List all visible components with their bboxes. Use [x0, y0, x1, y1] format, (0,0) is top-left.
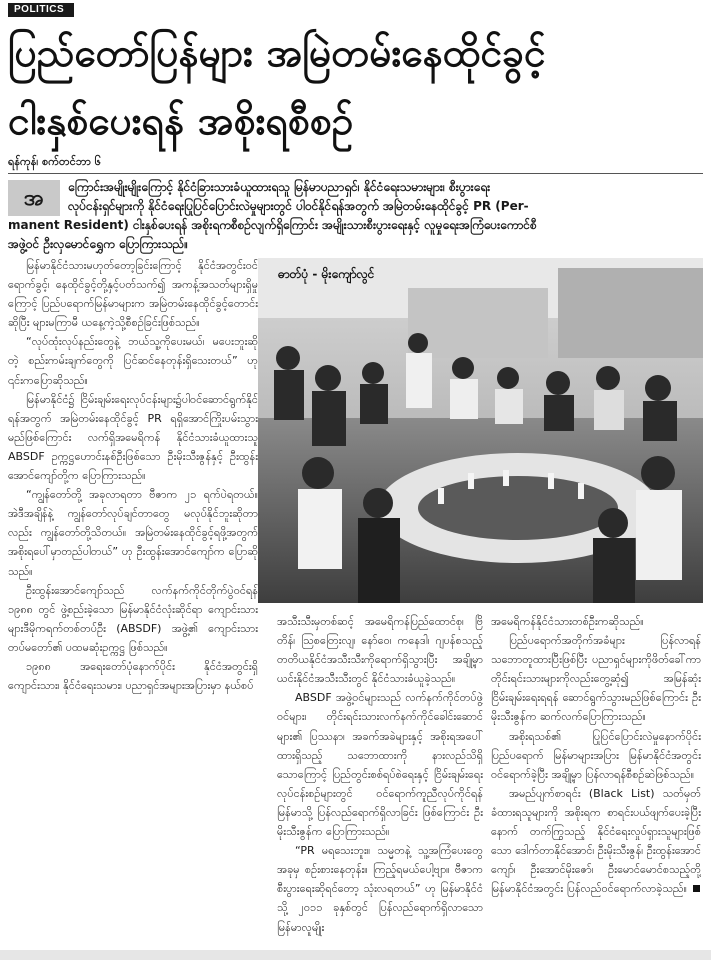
lead-line-4: အဖွဲ့ဝင် ဦးလှမောင်ရွှေက ပြောကြားသည်။ [8, 237, 189, 251]
col2-paragraph-2: ABSDF အဖွဲ့ဝင်များသည် လက်နက်ကိုင်တပ်ဖွဲ့ဝင်များ၊ တိုင်းရင်းသားလက်နက်ကိုင်ခေါင်းဆောင်များ၏ ပြဿနာ၊ အခက်အခဲများနှင့် အစိုးရအပေါ်ထားရှိသည့် သဘောထားကို နားလည်သိရှိသောကြောင့် ပြည်တွင်းစစ်ရပ်စဲရေးနှင့် ငြိမ်းချမ်းရေးလုပ်ငန်းစဉ်များတွင် ဝင်ရောက်ကူညီလုပ်ကိုင်ရန် မြန်မာသို့ ပြန်လည်ရောက်ရှိလာခြင်း ဖြစ်ကြောင်း ဦးမိုးသီးဇွန်က ပြောကြားသည်။ [277, 691, 483, 839]
lead-line-3: manent Resident) ငါးနှစ်ပေးရန် အစိုးရကစီစဉ်လျက်ရှိကြောင်း အမျိုးသားစီးပွားရေးနှင့် လူမှုရေးအကြံပေးကောင်စီ [8, 218, 537, 232]
col1-paragraph-4: “ကျွန်တော်တို့ အခုလာရတာ ဗီဇာက ၂၁ ရက်ပဲရတယ်။ အဲဒီအချိန်နဲ့ ကျွန်တော်လုပ်ချင်တာတွေ မလုပ်နိုင်ဘူးဆိုတာလည်း ကျွန်တော်တို့သိတယ်။ အမြဲတမ်းနေထိုင်ခွင့်ရဖို့အတွက် အစိုးရပေါ်မှာတည်ပါတယ်” ဟု ဦးထွန်းအောင်ကျော်က ပြောဆိုသည်။ [8, 488, 258, 578]
column-3 [491, 612, 701, 947]
column-1 [8, 256, 258, 946]
section-tag: POLITICS [8, 3, 74, 17]
col1-paragraph-3: မြန်မာနိုင်ငံ၌ ငြိမ်းချမ်းရေးလုပ်ငန်းများ၌ပါဝင်ဆောင်ရွက်နိုင်ရန်အတွက် အမြဲတမ်းနေထိုင်ခွင့် PR ရရှိအောင်ကြိုးပမ်းသွားမည်ဖြစ်ကြောင်း လက်ရှိအမေရိကန် နိုင်ငံသားခံယူထားသူ ABSDF ဥက္ကဋ္ဌဟောင်းနစ်ဦးဖြစ်သော ဦးမိုးသီးဇွန်နှင့် ဦးထွန်းအောင်ကျော်တို့က ပြောကြားသည်။ [8, 392, 258, 483]
col3-paragraph-2: ပြည်ပရောက်အတိုက်အခံများ ပြန်လာရန် သဘောတူထားပြီးဖြစ်ပြီး ပညာရှင်များကိုဖိတ်ခေါ်ကာ တိုင်းရင်းသားများကိုလည်းတွေ့ဆုံ၍ အမြန်ဆုံး ငြိမ်းချမ်းရေးရရန် ဆောင်ရွက်သွားမည်ဖြစ်ကြောင်း ဦးမိုးသီးဇွန်က ဆက်လက်ပြောကြားသည်။ [491, 634, 701, 724]
lead-line-1: ကြောင်းအမျိုးမျိုးကြောင့် နိုင်ငံခြားသားခံယူထားရသူ မြန်မာပညာရှင်၊ နိုင်ငံရေးသမားများ၊ စီးပွားရေး [68, 180, 491, 194]
col1-paragraph-1: မြန်မာနိုင်ငံသားမဟုတ်တော့ခြင်းကြောင့် နိုင်ငံအတွင်းဝင်ရောက်ခွင့်၊ နေထိုင်ခွင့်တို့နှင့်ပတ်သက်၍ အကန့်အသတ်များရှိမှုကြောင့် ပြည်ပရောက်မြန်မာများက အမြဲတမ်းနေထိုင်ခွင့်တောင်းဆိုပြီး များမကြာမီ ယနေ့ကဲ့သို့စီစဉ်ခြင်းဖြစ်သည်။ [8, 259, 258, 330]
headline-line-2: ငါးနှစ်ပေးရန် အစိုးရစီစဉ် [8, 99, 354, 144]
col3-paragraph-3: အစိုးရသစ်၏ ပြုပြင်ပြောင်းလဲမှုနောက်ပိုင်း ပြည်ပရောက် မြန်မာများအပြား မြန်မာနိုင်ငံအတွင်း ဝင်ရောက်ခဲ့ပြီး အချို့မှာ ပြန်လာရန်စီစဉ်ဆဲဖြစ်သည်။ [491, 729, 701, 781]
dropcap: အ [8, 180, 60, 216]
col1-paragraph-6: ၁၉၈၈ အရေးတော်ပုံနောက်ပိုင်း နိုင်ငံအတွင်းရှိ ကျောင်းသား၊ နိုင်ငံရေးသမား၊ ပညာရှင်အများအပြားမှာ နယ်စပ် [8, 659, 258, 693]
headline-line-1: ပြည်တော်ပြန်များ အမြဲတမ်းနေထိုင်ခွင့် [8, 31, 546, 76]
col1-paragraph-2: “လုပ်ထုံးလုပ်နည်းတွေနဲ့ ဘယ်သူ့ကိုပေးမယ်၊ မပေးဘူးဆိုတဲ့ စည်းကမ်းချက်တွေကို ပြင်ဆင်နေတုန်းရှိသေးတယ်” ဟု ၎င်းကပြောဆိုသည်။ [8, 335, 258, 387]
column-2 [277, 612, 483, 947]
page-bottom-bar [0, 950, 711, 960]
photo-caption: ဓာတ်ပုံ - မိုးကျော်လွင် [278, 267, 375, 281]
byline: ရန်ကုန်၊ စက်တင်ဘာ ၆ [8, 155, 101, 168]
col3-paragraph-1: အမေရိကန်နိုင်ငံသားတစ်ဦးကဆိုသည်။ [491, 615, 644, 628]
col3-paragraph-4-text: အမည်ပျက်စာရင်း (Black List) သတ်မှတ်ခံထားရသူများကို အစိုးရက စာရင်းပယ်ဖျက်ပေးခဲ့ပြီးနောက် တက်ကြွသည့် နိုင်ငံရေးလှုပ်ရှားသူများဖြစ်သော ဒေါက်တာနိုင်အောင်၊ ဦးမိုးသီးဇွန်၊ ဦးထွန်းအောင်ကျော်၊ ဦးအောင်မိုးဇော်၊ ဦးမောင်မောင်စသည့်တို့မြန်မာနိုင်ငံအတွင်း ပြန်လည်ဝင်ရောက်လာခဲ့သည်။ [491, 786, 701, 896]
byline-rule [8, 173, 703, 174]
col2-paragraph-1: အသီးသီးမှတစ်ဆင့် အမေရိကန်ပြည်ထောင်စု၊ ဗြိတိန်၊ သြစတြေးလျ၊ နော်ဝေ၊ ကနေဒါ၊ ဂျပန်စသည့် တတိယနိုင်ငံအသီးသီးကိုရောက်ရှိသွားပြီး အချို့မှာ ယင်းနိုင်ငံအသီးသီးတွင် နိုင်ငံသားခံယူခဲ့သည်။ [277, 615, 483, 686]
meeting-photo-image [258, 258, 703, 603]
lead-paragraph [8, 178, 703, 256]
col2-paragraph-3: “PR မရသေးဘူး။ သမ္မတနဲ့ သူ့အကြံပေးတွေ အခုမှ စဉ်းစားနေတုန်း။ ကြည့်ရမယ်ပေါ့ဗျာ။ ဗီဇာက စီးပွားရေးဆိုရင်တော့ သုံးလရတယ်” ဟု မြန်မာနိုင်ငံသို့ ၂၀၁၁ ခုနှစ်တွင် ပြန်လည်ရောက်ရှိလာသော မြန်မာလူမျိုး [277, 844, 483, 934]
meeting-photo [258, 258, 703, 603]
col3-paragraph-4 [491, 784, 701, 899]
col1-paragraph-5: ဦးထွန်းအောင်ကျော်သည် လက်နက်ကိုင်တိုက်ပွဲဝင်ရန် ၁၉၈၈ တွင် ဖွဲ့စည်းခဲ့သော မြန်မာနိုင်ငံလုံးဆိုင်ရာ ကျောင်းသားများဒီမိုကရက်တစ်တပ်ဦး (ABSDF) အဖွဲ့၏ ကျောင်းသားတပ်မတော်၏ ပထမဆုံးဥက္ကဋ္ဌ ဖြစ်သည်။ [8, 583, 258, 654]
end-mark [693, 885, 700, 892]
lead-line-2: လုပ်ငန်းရှင်များကို နိုင်ငံရေးပြုပြင်ပြောင်းလဲမှုများတွင် ပါဝင်နိုင်ရန်အတွက် အမြဲတမ်းနေထိုင်ခွင့် PR (Per- [68, 199, 529, 213]
